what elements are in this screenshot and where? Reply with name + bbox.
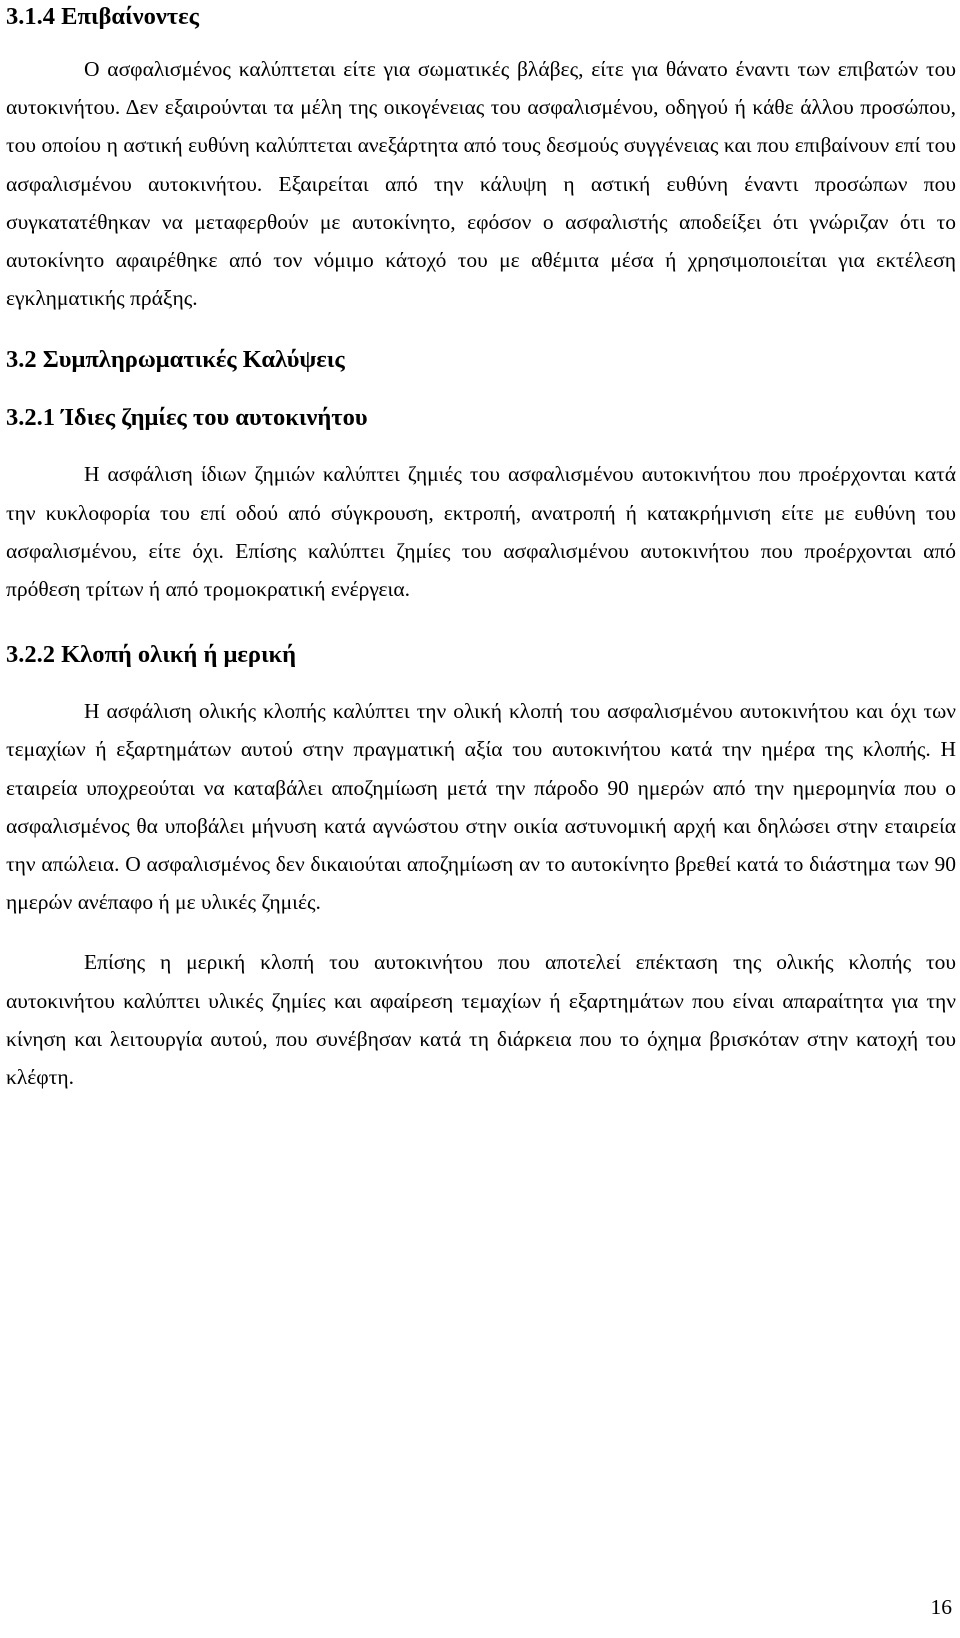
section-heading-3-2-1: 3.2.1 Ίδιες ζημίες του αυτοκινήτου <box>6 404 368 432</box>
page-number: 16 <box>930 1595 952 1619</box>
section-heading-3-2: 3.2 Συμπληρωματικές Καλύψεις <box>6 346 345 374</box>
paragraph-partial-theft: Επίσης η μερική κλοπή του αυτοκινήτου που αποτελεί επέκταση της ολικής κλοπής του αυτοκινήτου καλύπτει υλικές ζημίες και αφαίρεση τεμαχίων ή εξαρτημάτων που είναι απαραίτητα για την κίνηση και λειτουργία αυτού, που συνέβησαν κατά τη διάρκεια που το όχημα βρισκόταν στην κατοχή του κλέφτη. <box>6 950 956 1090</box>
paragraph-total-theft: Η ασφάλιση ολικής κλοπής καλύπτει την ολική κλοπή του ασφαλισμένου αυτοκινήτου και όχι των τεμαχίων ή εξαρτημάτων αυτού στην πραγματική αξία του αυτοκινήτου κατά την ημέρα της κλοπής. Η εταιρεία υποχρεούται να καταβάλει αποζημίωση μετά την πάροδο 90 ημερών από την ημερομηνία που ο ασφαλισμένος θα υποβάλει μήνυση κατά αγνώστου στην οικία αστυνομική αρχή και δηλώσει στην εταιρεία την απώλεια. Ο ασφαλισμένος δεν δικαιούται αποζημίωση αν το αυτοκίνητο βρεθεί κατά το διάστημα των 90 ημερών ανέπαφο ή με υλικές ζημιές. <box>6 699 956 915</box>
section-heading-3-1-4: 3.1.4 Επιβαίνοντες <box>6 3 199 30</box>
paragraph-own-damage: Η ασφάλιση ίδιων ζημιών καλύπτει ζημιές του ασφαλισμένου αυτοκινήτου που προέρχονται κατά την κυκλοφορία του επί οδού από σύγκρουση, εκτροπή, ανατροπή ή κατακρήμνιση είτε με ευθύνη του ασφαλισμένου, είτε όχι. Επίσης καλύπτει ζημίες του ασφαλισμένου αυτοκινήτου που προέρχονται από πρόθεση τρίτων ή από τρομοκρατική ενέργεια. <box>6 462 956 602</box>
paragraph-passengers: Ο ασφαλισμένος καλύπτεται είτε για σωματικές βλάβες, είτε για θάνατο έναντι των επιβατών του αυτοκινήτου. Δεν εξαιρούνται τα μέλη της οικογένειας του ασφαλισμένου, οδηγού ή κάθε άλλου προσώπου, του οποίου η αστική ευθύνη καλύπτεται ανεξάρτητα από τους δεσμούς συγγένειας και που επιβαίνουν επί του ασφαλισμένου αυτοκινήτου. Εξαιρείται από την κάλυψη η αστική ευθύνη έναντι προσώπων που συγκατατέθηκαν να μεταφερθούν με αυτοκίνητο, εφόσον ο ασφαλιστής αποδείξει ότι γνώριζαν ότι το αυτοκίνητο αφαιρέθηκε από τον νόμιμο κάτοχό του με αθέμιτα μέσα ή χρησιμοποιείται για εκτέλεση εγκληματικής πράξης. <box>6 57 956 311</box>
document-page <box>6 0 956 1096</box>
section-heading-3-2-2: 3.2.2 Κλοπή ολική ή μερική <box>6 641 297 669</box>
